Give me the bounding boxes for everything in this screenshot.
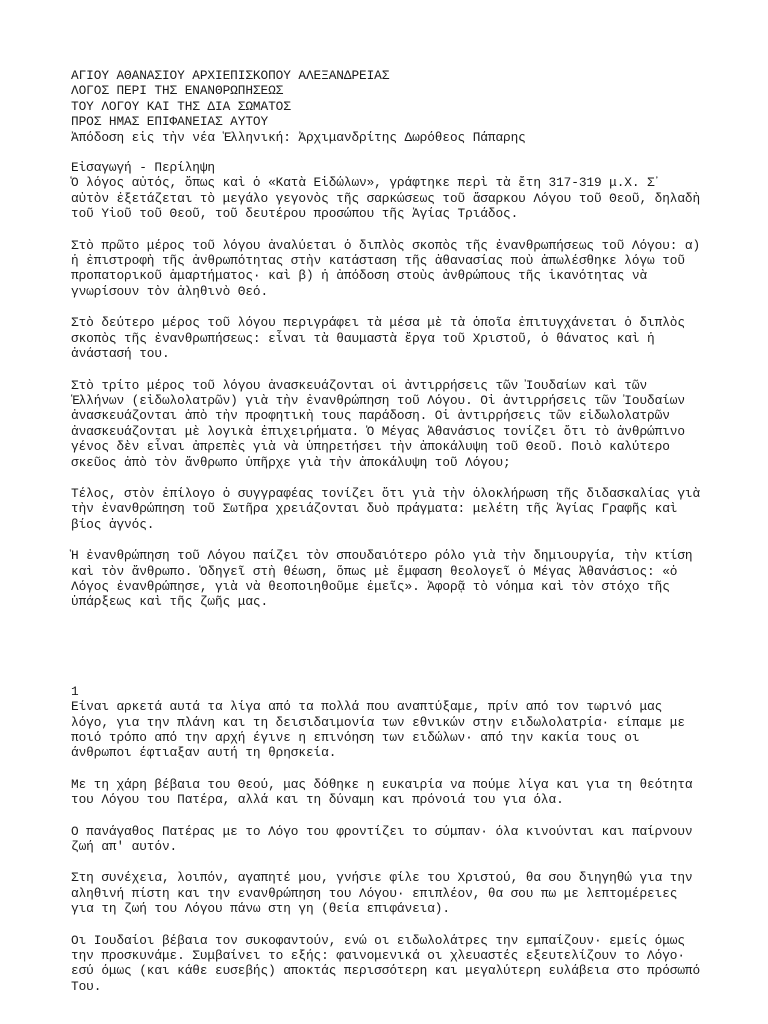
spacer (71, 145, 711, 160)
intro-paragraph: Στὸ πρῶτο μέρος τοῦ λόγου ἀναλύεται ὁ διπλὸς σκοπὸς τῆς ἐνανθρωπήσεως τοῦ Λόγου: α) ἡ ἐπιστροφὴ τῆς ἀνθρωπότητας στὴν κατάσταση τῆς ἀθανασίας ποὺ ἀπωλέσθηκε λόγω τοῦ προπατορικοῦ ἁμαρτήματος· καὶ β) ἡ ἀπόδοση στοὺς ἀνθρώπους τῆς ἱκανότητας νὰ γνωρίσουν τὸν ἀληθινὸ Θεό. (71, 237, 701, 299)
chapter-paragraph: Ο πανάγαθος Πατέρας με το Λόγο του φροντίζει το σύμπαν· όλα κινούνται και παίρνουν ζωή απ' αυτόν. (71, 823, 693, 855)
spacer (71, 610, 711, 684)
spacer (71, 854, 711, 870)
intro-paragraph: Ὁ λόγος αὐτός, ὅπως καὶ ὁ «Κατὰ Εἰδώλων», γράφτηκε περὶ τὰ ἔτη 317-319 μ.Χ. Σ᾽ αὐτὸν ἐξετάζεται τὸ μεγάλο γεγονὸς τῆς σαρκώσεως τοῦ ἄσαρκου Λόγου τοῦ Θεοῦ, δηλαδὴ τοῦ Υἱοῦ τοῦ Θεοῦ, τοῦ δευτέρου προσώπου τῆς Ἁγίας Τριάδος. (71, 175, 701, 222)
intro-paragraph: Ἡ ἐνανθρώπηση τοῦ Λόγου παίζει τὸν σπουδαιότερο ρόλο γιὰ τὴν δημιουργία, τὴν κτίση καὶ τὸν ἄνθρωπο. Ὁδηγεῖ στὴ θέωση, ὅπως μὲ ἔμφαση θεολογεῖ ὁ Μέγας Ἀθανάσιος: «ὁ Λόγος ἐνανθρώπησε, γιὰ νὰ θεοποιηθοῦμε ἐμεῖς». Ἀφορᾷ τὸ νόημα καὶ τὸν στόχο τῆς ὑπάρξεως καὶ τῆς ζωῆς μας. (71, 548, 693, 610)
chapter-paragraph: Στη συνέχεια, λοιπόν, αγαπητέ μου, γνήσιε φίλε του Χριστού, θα σου διηγηθώ για την αληθινή πίστη και την ενανθρώπηση του Λόγου· επιπλέον, θα σου πω με λεπτομέρειες για τη ζωή του Λόγου πάνω στη γη (θεία επιφάνεια). (71, 870, 693, 917)
chapter-paragraph: Με τη χάρη βέβαια του Θεού, μας δόθηκε η ευκαιρία να πούμε λίγα και για τη θεότητα του Λόγου του Πατέρα, αλλά και τη δύναμη και πρόνοιά του για όλα. (71, 776, 693, 808)
document-page (71, 68, 711, 994)
intro-paragraph: Στὸ τρίτο μέρος τοῦ λόγου ἀνασκευάζονται οἱ ἀντιρρήσεις τῶν Ἰουδαίων καὶ τῶν Ἑλλήνων (εἰδωλολατρῶν) γιὰ τὴν ἐνανθρώπηση τοῦ Λόγου. Οἱ ἀντιρρήσεις τῶν Ἰουδαίων ἀνασκευάζονται ἀπὸ τὴν προφητικὴ τους παράδοση. Οἱ ἀντιρρήσεις τῶν εἰδωλολατρῶν ἀνασκευάζονται μὲ λογικὰ ἐπιχειρήματα. Ὁ Μέγας Ἀθανάσιος τονίζει ὅτι τὸ ἀνθρώπινο γένος δὲν εἶναι ἀπρεπὲς γιὰ νὰ ὑπηρετήσει τὴν ἀποκάλυψη τοῦ Θεοῦ. Ποιὸ καλύτερο σκεῦος ἀπὸ τὸν ἄνθρωπο ὑπῆρχε γιὰ τὴν ἀποκάλυψη τοῦ Λόγου; (71, 377, 685, 470)
spacer (71, 470, 711, 486)
translator-line: Ἀπόδοση εἰς τὴν νέα Ἑλληνική: Ἀρχιμανδρίτης Δωρόθεος Πάπαρης (71, 129, 526, 145)
intro-paragraph: Τέλος, στὸν ἐπίλογο ὁ συγγραφέας τονίζει ὅτι γιὰ τὴν ὁλοκλήρωση τῆς διδασκαλίας γιὰ τὴν ἐνανθρώπηση τοῦ Σωτῆρα χρειάζονται δυὸ πράγματα: μελέτη τῆς Ἁγίας Γραφῆς καὶ βίος ἁγνός. (71, 485, 701, 532)
spacer (71, 917, 711, 933)
chapter-paragraph: Οι Ιουδαίοι βέβαια τον συκοφαντούν, ενώ οι ειδωλολάτρες την εμπαίζουν· εμείς όμως την προσκυνάμε. Συμβαίνει το εξής: φαινομενικά οι χλευαστές εξευτελίζουν το Λόγο· εσύ όμως (και κάθε ευσεβής) αποκτάς περισσότερη και μεγαλύτερη ευλάβεια στο πρόσωπό Του. (71, 932, 701, 994)
header-line-4: ΠΡΟΣ ΗΜΑΣ ΕΠΙΦΑΝΕΙΑΣ ΑΥΤΟΥ (71, 114, 269, 130)
spacer (71, 761, 711, 777)
chapter-paragraph: Είναι αρκετά αυτά τα λίγα από τα πολλά που αναπτύξαμε, πρίν από τον τωρινό μας λόγο, για την πλάνη και τη δεισιδαιμονία των εθνικών στην ειδωλολατρία· είπαμε με ποιό τρόπο από την αρχή έγινε η επινόηση των ειδώλων· από την κακία τους οι άνθρωποι έφτιαξαν αυτή τη θρησκεία. (71, 699, 685, 761)
header-line-3: ΤΟΥ ΛΟΓΟΥ ΚΑΙ ΤΗΣ ΔΙΑ ΣΩΜΑΤΟΣ (71, 98, 291, 114)
spacer (71, 222, 711, 238)
spacer (71, 299, 711, 315)
header-line-2: ΛΟΓΟΣ ΠΕΡΙ ΤΗΣ ΕΝΑΝΘΡΩΠΗΣΕΩΣ (71, 83, 284, 99)
intro-heading: Εἰσαγωγή - Περίληψη (71, 160, 216, 176)
spacer (71, 808, 711, 824)
chapter-number: 1 (71, 683, 79, 699)
spacer (71, 362, 711, 378)
intro-paragraph: Στὸ δεύτερο μέρος τοῦ λόγου περιγράφει τὰ μέσα μὲ τὰ ὁποῖα ἐπιτυγχάνεται ὁ διπλὸς σκοπὸς τῆς ἐνανθρωπήσεως: εἶναι τὰ θαυμαστὰ ἔργα τοῦ Χριστοῦ, ὁ θάνατος καὶ ἡ ἀνάστασή του. (71, 315, 685, 362)
spacer (71, 532, 711, 548)
header-line-1: ΑΓΙΟΥ ΑΘΑΝΑΣΙΟΥ ΑΡΧΙΕΠΙΣΚΟΠΟΥ ΑΛΕΞΑΝΔΡΕΙΑΣ (71, 68, 390, 83)
